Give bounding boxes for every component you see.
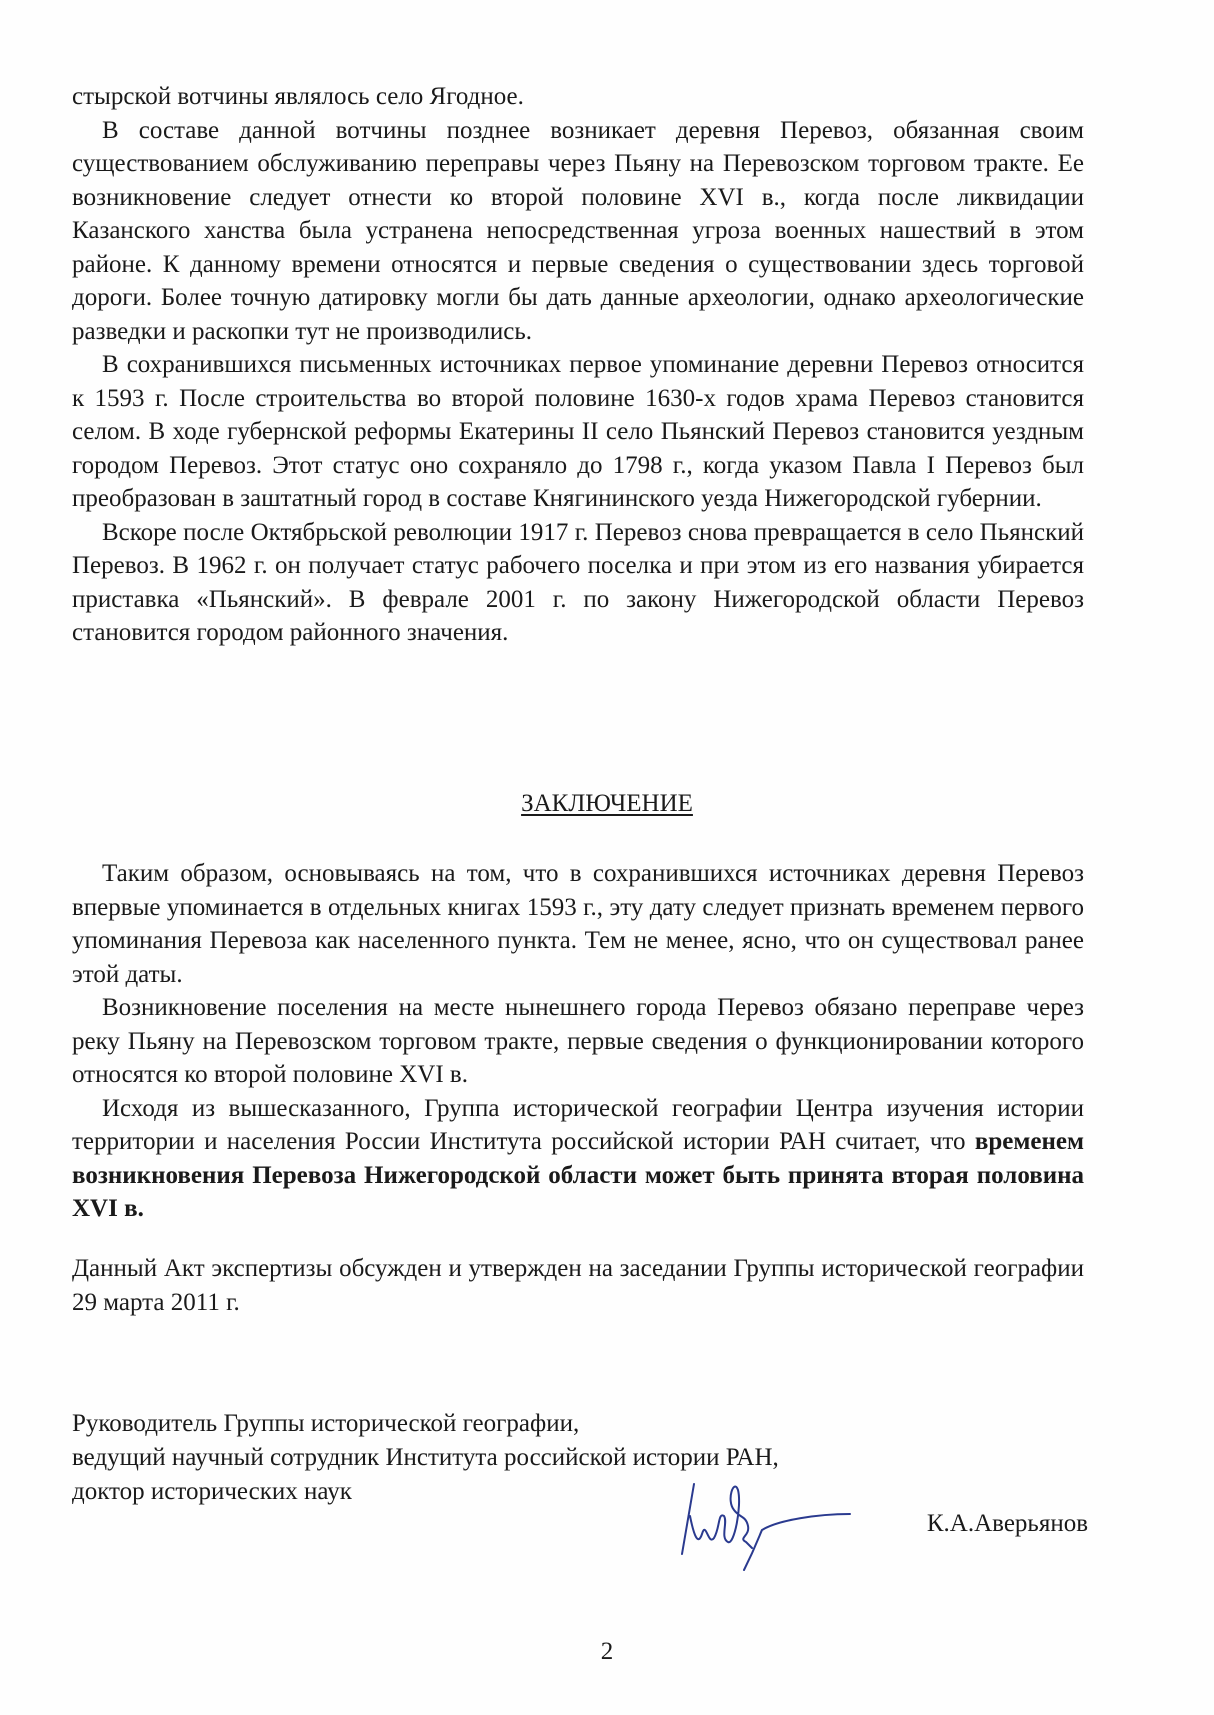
handwritten-signature bbox=[668, 1476, 853, 1576]
act-statement: Данный Акт экспертизы обсужден и утвержден на заседании Группы исторической географии 29 марта 2011 г. bbox=[72, 1255, 1084, 1316]
body-text-top bbox=[72, 80, 1084, 650]
conclusion-paragraph-3-text: Исходя из вышесказанного, Группа исторической географии Центра изучения истории территории и населения России Института российской истории РАН считает, что bbox=[72, 1094, 1084, 1155]
paragraph-1: стырской вотчины являлось село Ягодное. bbox=[72, 83, 524, 110]
conclusion-paragraph-1: Таким образом, основываясь на том, что в сохранившихся источниках деревня Перевоз впервые упоминается в отдельных книгах 1593 г., эту дату следует признать временем первого упоминания Перевоза как населенного пункта. Тем не менее, ясно, что он существовал ранее этой даты. bbox=[72, 860, 1084, 988]
conclusion-text bbox=[72, 857, 1084, 1226]
signatory-line-2: ведущий научный сотрудник Института российской истории РАН, bbox=[72, 1444, 779, 1471]
paragraph-3: В сохранившихся письменных источниках первое упоминание деревни Перевоз относится к 1593 г. После строительства во второй половине 1630-х годов храма Перевоз становится селом. В ходе губернской реформы Екатерины II село Пьянский Перевоз становится уездным городом Перевоз. Этот статус оно сохраняло до 1798 г., когда указом Павла I Перевоз был преобразован в заштатный город в составе Княгининского уезда Нижегородской губернии. bbox=[72, 351, 1084, 512]
paragraph-4: Вскоре после Октябрьской революции 1917 г. Перевоз снова превращается в село Пьянский Перевоз. В 1962 г. он получает статус рабочего поселка и при этом из его названия убирается приставка «Пьянский». В феврале 2001 г. по закону Нижегородской области Перевоз становится городом районного значения. bbox=[72, 518, 1084, 646]
act-statement-block bbox=[72, 1252, 1084, 1319]
signatory-name: К.А.Аверьянов bbox=[926, 1510, 1088, 1537]
section-heading: ЗАКЛЮЧЕНИЕ bbox=[521, 790, 693, 817]
paragraph-2: В составе данной вотчины позднее возникает деревня Перевоз, обязанная своим существованием обслуживанию переправы через Пьяну на Перевозском торговом тракте. Ее возникновение следует отнести ко второй половине XVI в., когда после ликвидации Казанского ханства была устранена непосредственная угроза военных нашествий в этом районе. К данному времени относятся и первые сведения о существовании здесь торговой дороги. Более точную датировку могли бы дать данные археологии, однако археологические разведки и раскопки тут не производились. bbox=[72, 116, 1084, 345]
conclusion-paragraph-3 bbox=[72, 1092, 1084, 1226]
conclusion-paragraph-2: Возникновение поселения на месте нынешнего города Перевоз обязано переправе через реку Пьяну на Перевозском торговом тракте, первые сведения о функционировании которого относятся ко второй половине XVI в. bbox=[72, 994, 1084, 1088]
signatory-line-3: доктор исторических наук bbox=[72, 1478, 352, 1505]
conclusion-bold-statement: временем возникновения Перевоза Нижегородской области может быть принята вторая половина XVI в. bbox=[72, 1128, 1084, 1222]
page-number: 2 bbox=[600, 1638, 614, 1665]
signatory-line-1: Руководитель Группы исторической географии, bbox=[72, 1410, 580, 1437]
